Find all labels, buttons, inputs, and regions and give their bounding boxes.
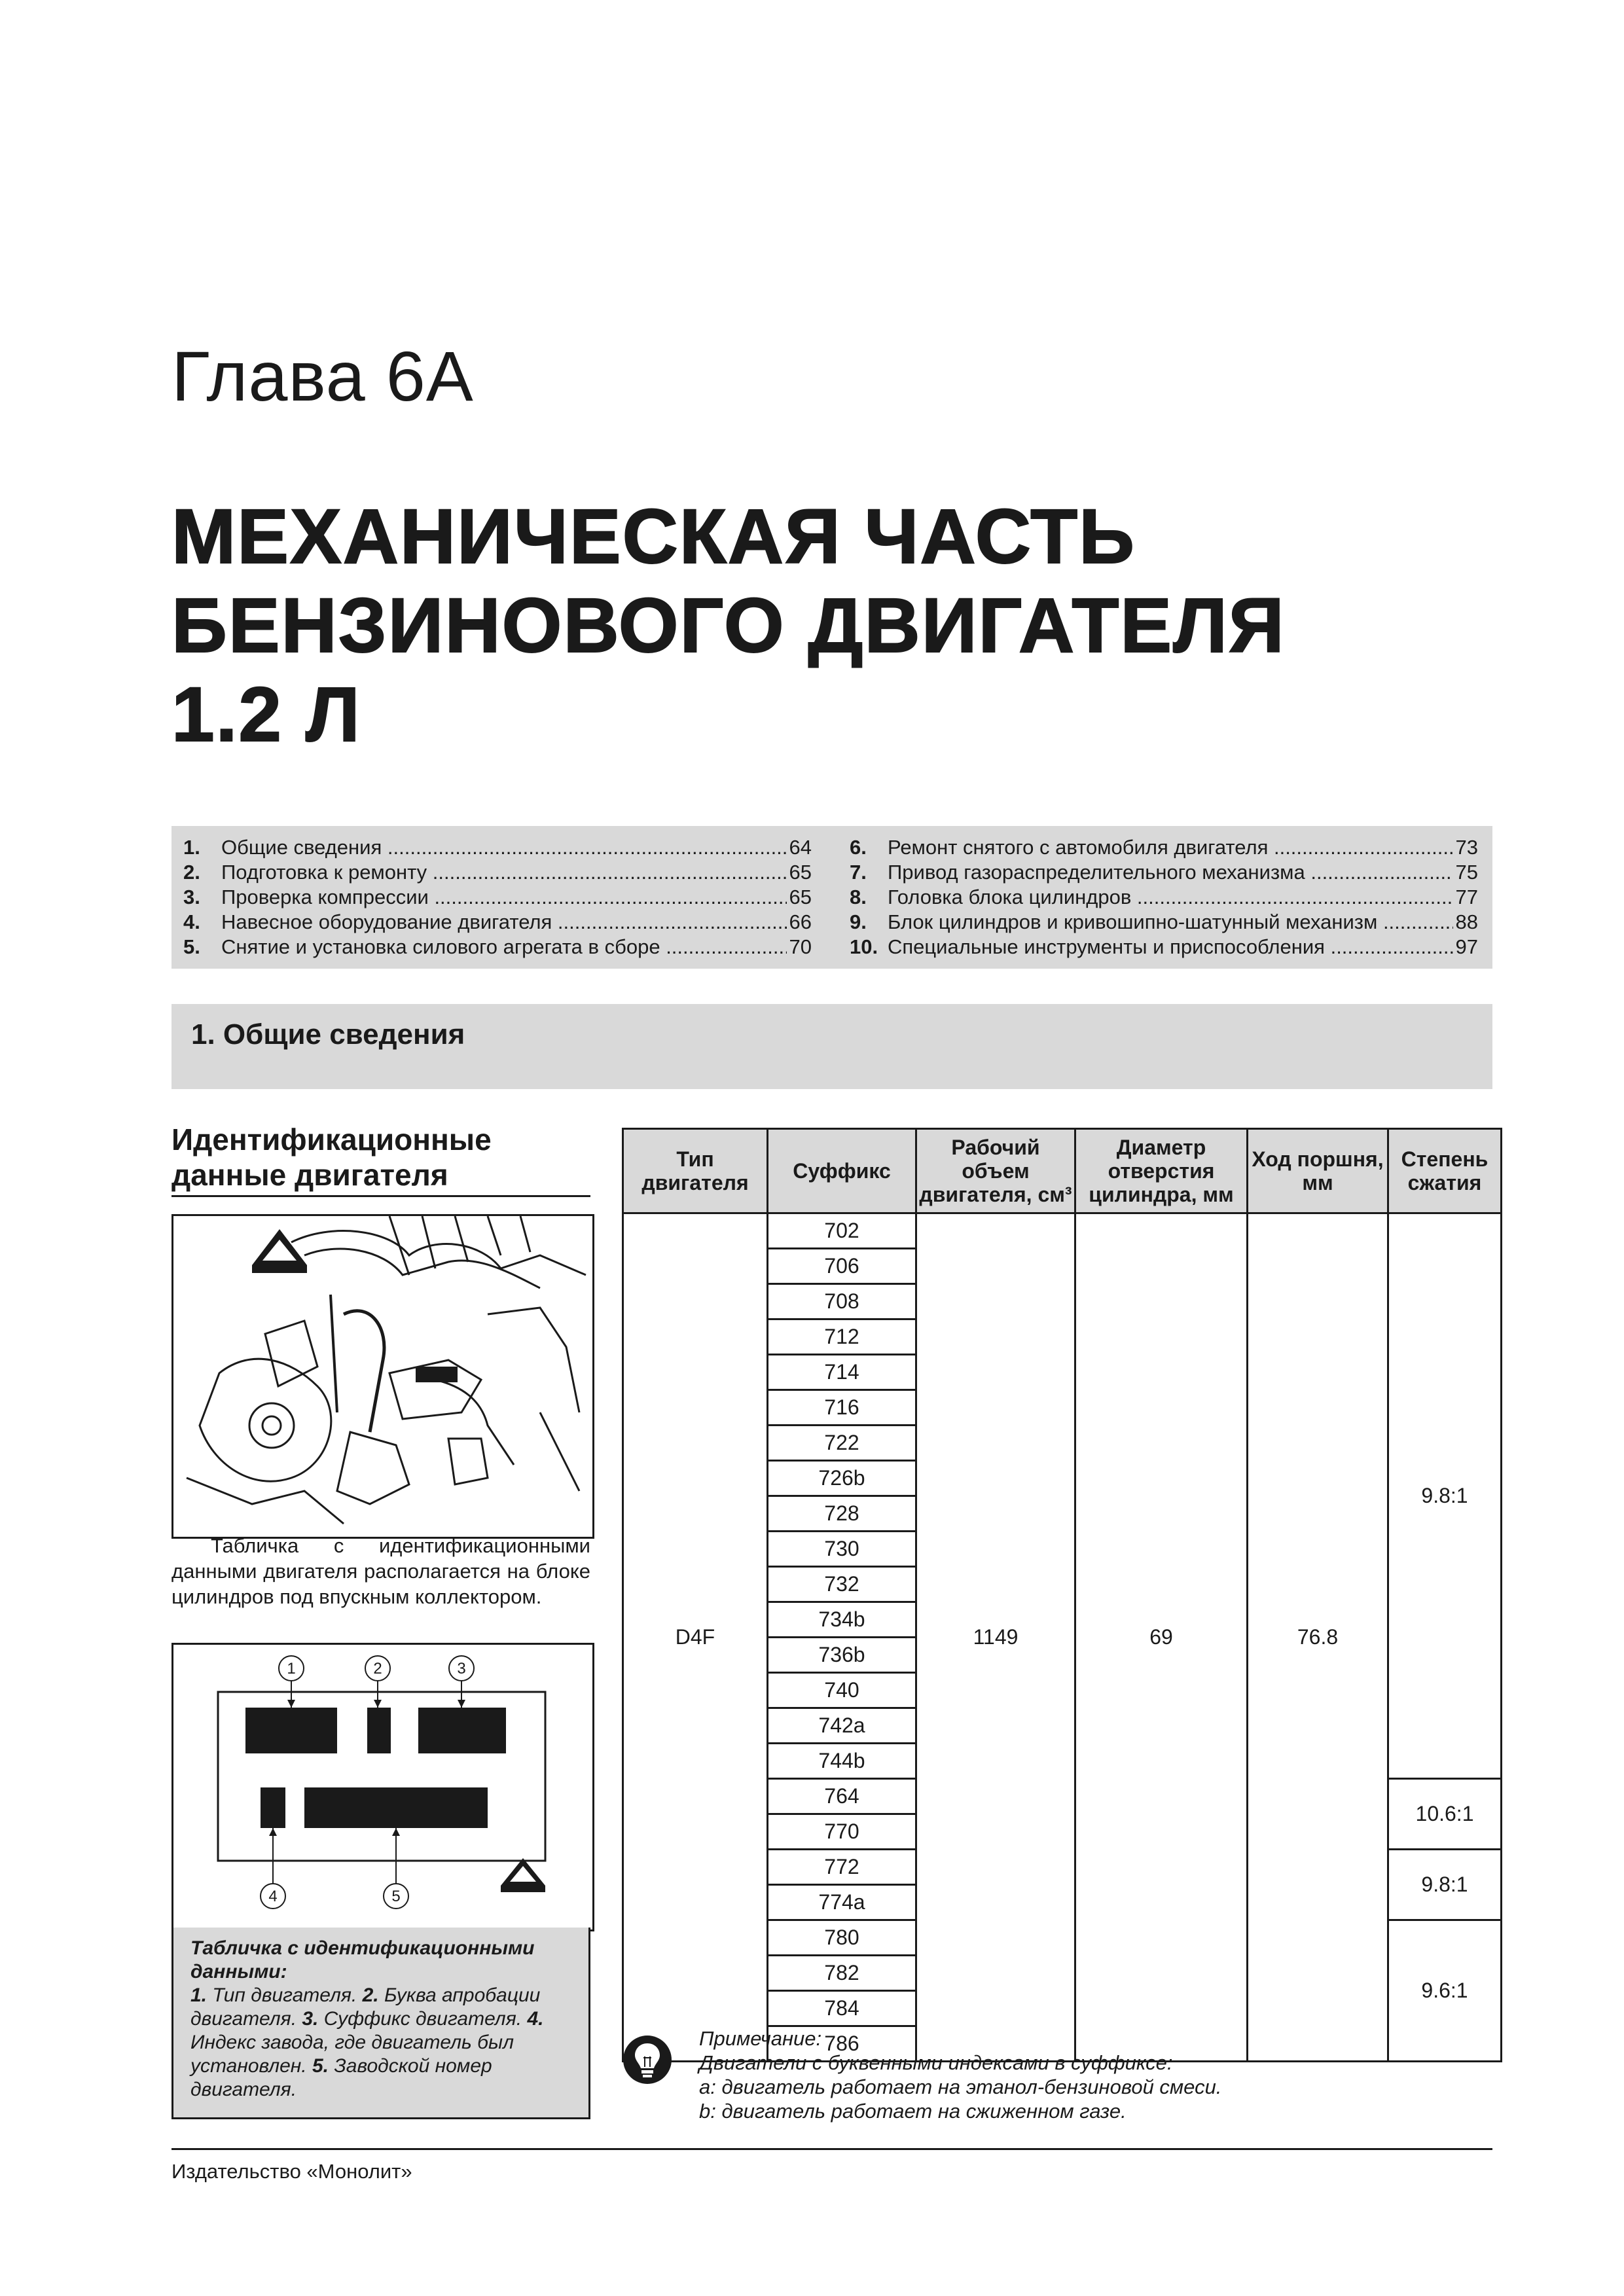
legend-item-number: 5. bbox=[312, 2055, 329, 2077]
table-header-row bbox=[623, 1129, 1502, 1213]
note-line: a: двигатель работает на этанол-бензиновой смеси. bbox=[699, 2075, 1222, 2098]
toc-item[interactable] bbox=[850, 835, 1478, 860]
id-plate-legend bbox=[171, 1928, 590, 2119]
column-header: Рабочий объем двигателя, см³ bbox=[916, 1129, 1075, 1213]
suffix-cell: 722 bbox=[768, 1426, 916, 1461]
id-plate-diagram bbox=[171, 1643, 594, 1931]
suffix-cell: 712 bbox=[768, 1319, 916, 1355]
lightbulb-icon bbox=[622, 2034, 673, 2085]
note-line: b: двигатель работает на сжиженном газе. bbox=[699, 2100, 1127, 2123]
suffix-cell: 770 bbox=[768, 1814, 916, 1850]
bore-cell: 69 bbox=[1075, 1213, 1248, 2062]
table-body bbox=[623, 1213, 1502, 2062]
stroke-cell: 76.8 bbox=[1248, 1213, 1388, 2062]
suffix-cell: 736b bbox=[768, 1638, 916, 1673]
legend-item-text: Суффикс двигателя. bbox=[323, 2008, 522, 2030]
legend-title: Табличка с идентификационными данными: bbox=[190, 1937, 535, 1982]
callout-label: 2 bbox=[373, 1660, 382, 1677]
toc-item-number: 9. bbox=[850, 910, 867, 933]
callout-label: 5 bbox=[391, 1888, 401, 1905]
column-header: Ход поршня, мм bbox=[1248, 1129, 1388, 1213]
displacement-cell: 1149 bbox=[916, 1213, 1075, 2062]
compression-ratio-cell: 9.6:1 bbox=[1388, 1920, 1502, 2062]
toc-item[interactable] bbox=[183, 910, 812, 935]
note-block bbox=[699, 2026, 1221, 2123]
suffix-cell: 716 bbox=[768, 1390, 916, 1426]
engine-drawing bbox=[173, 1216, 588, 1533]
compression-ratio-cell: 9.8:1 bbox=[1388, 1213, 1502, 1779]
suffix-cell: 786 bbox=[768, 2026, 916, 2062]
suffix-cell: 774a bbox=[768, 1885, 916, 1920]
suffix-cell: 780 bbox=[768, 1920, 916, 1956]
column-header: Диаметр отверстия цилиндра, мм bbox=[1075, 1129, 1248, 1213]
toc-item[interactable] bbox=[183, 835, 812, 860]
toc-item-number: 1. bbox=[183, 836, 200, 859]
footer-divider bbox=[171, 2148, 1492, 2150]
subsection-heading-line: Идентификационные bbox=[171, 1122, 492, 1157]
toc-item-title: Общие сведения ..... bbox=[221, 836, 787, 859]
toc-item-page: 65 bbox=[789, 861, 812, 884]
suffix-cell: 726b bbox=[768, 1461, 916, 1496]
toc-item-page: 64 bbox=[789, 836, 812, 859]
toc-item-number: 5. bbox=[183, 935, 200, 958]
callout-label: 4 bbox=[268, 1888, 278, 1905]
suffix-cell: 702 bbox=[768, 1213, 916, 1249]
chapter-title bbox=[171, 492, 1286, 759]
engine-type-cell: D4F bbox=[623, 1213, 768, 2062]
figure1-caption: Табличка с идентификационными данными двигателя располагается на блоке цилиндров под впускным коллектором. bbox=[171, 1534, 590, 1608]
toc-item-page: 88 bbox=[1455, 910, 1478, 933]
subsection-heading-line: данные двигателя bbox=[171, 1158, 448, 1192]
legend-item-number: 2. bbox=[362, 1984, 379, 2006]
suffix-cell: 740 bbox=[768, 1673, 916, 1708]
note-line: Двигатели с буквенными индексами в суффиксе: bbox=[699, 2051, 1173, 2074]
toc-item-page: 66 bbox=[789, 910, 812, 933]
plate-field-5 bbox=[304, 1787, 488, 1828]
suffix-cell: 772 bbox=[768, 1850, 916, 1885]
toc-item-page: 77 bbox=[1455, 886, 1478, 908]
toc-item-page: 75 bbox=[1455, 861, 1478, 884]
toc-item-number: 8. bbox=[850, 886, 867, 908]
toc-item-title: Специальные инструменты и приспособления ..... bbox=[888, 935, 1453, 959]
legend-item-text: Заводской номер двигателя. bbox=[190, 2055, 492, 2100]
column-header: Суффикс bbox=[768, 1129, 916, 1213]
toc-item-page: 73 bbox=[1455, 836, 1478, 859]
toc-item-title: Проверка компрессии ..... bbox=[221, 886, 787, 909]
callout-label: 3 bbox=[457, 1660, 466, 1677]
column-header: Степень сжатия bbox=[1388, 1129, 1502, 1213]
toc-item[interactable] bbox=[183, 860, 812, 885]
toc-item[interactable] bbox=[850, 885, 1478, 910]
publisher-footer: Издательство «Монолит» bbox=[171, 2160, 412, 2183]
legend-item-text: Тип двигателя. bbox=[212, 1984, 357, 2006]
chapter-title-line: 1.2 Л bbox=[171, 672, 361, 758]
legend-item-text: Буква апробации двигателя. bbox=[190, 1984, 541, 2030]
toc-item[interactable] bbox=[183, 935, 812, 960]
toc-item-number: 10. bbox=[850, 935, 878, 958]
legend-body bbox=[190, 1984, 571, 2102]
toc-item-title: Навесное оборудование двигателя ..... bbox=[221, 910, 787, 934]
toc-item-page: 97 bbox=[1455, 935, 1478, 958]
suffix-cell: 744b bbox=[768, 1744, 916, 1779]
suffix-cell: 764 bbox=[768, 1779, 916, 1814]
toc-item-number: 6. bbox=[850, 836, 867, 859]
toc-item-page: 65 bbox=[789, 886, 812, 908]
compression-ratio-cell: 10.6:1 bbox=[1388, 1779, 1502, 1850]
legend-item-number: 3. bbox=[302, 2008, 319, 2030]
toc-item-number: 4. bbox=[183, 910, 200, 933]
suffix-cell: 708 bbox=[768, 1284, 916, 1319]
suffix-cell: 784 bbox=[768, 1991, 916, 2026]
engine-illustration bbox=[171, 1214, 594, 1539]
plate-field-3 bbox=[418, 1708, 506, 1753]
suffix-cell: 728 bbox=[768, 1496, 916, 1532]
toc-item-number: 7. bbox=[850, 861, 867, 884]
subsection-heading bbox=[171, 1122, 590, 1197]
suffix-cell: 714 bbox=[768, 1355, 916, 1390]
table-of-contents bbox=[171, 826, 1492, 969]
toc-item-title: Головка блока цилиндров ..... bbox=[888, 886, 1453, 909]
suffix-cell: 730 bbox=[768, 1532, 916, 1567]
suffix-cell: 706 bbox=[768, 1249, 916, 1284]
id-plate-marker bbox=[416, 1367, 458, 1382]
id-plate-drawing bbox=[173, 1645, 588, 1926]
callout-label: 1 bbox=[287, 1660, 296, 1677]
section-title: 1. Общие сведения bbox=[191, 1018, 465, 1050]
suffix-cell: 742a bbox=[768, 1708, 916, 1744]
toc-item-number: 3. bbox=[183, 886, 200, 908]
suffix-cell: 734b bbox=[768, 1602, 916, 1638]
toc-item-title: Подготовка к ремонту ..... bbox=[221, 861, 787, 884]
plate-field-2 bbox=[367, 1708, 391, 1753]
toc-column-right bbox=[850, 835, 1478, 960]
toc-item[interactable] bbox=[850, 910, 1478, 935]
toc-item-title: Привод газораспределительного механизма ..... bbox=[888, 861, 1453, 884]
suffix-cell: 782 bbox=[768, 1956, 916, 1991]
legend-item-number: 1. bbox=[190, 1984, 208, 2006]
toc-item[interactable] bbox=[850, 935, 1478, 960]
note-title: Примечание: bbox=[699, 2027, 822, 2050]
toc-item-title: Блок цилиндров и кривошипно-шатунный механизм ..... bbox=[888, 910, 1453, 934]
brand-emblem-icon bbox=[501, 1858, 545, 1892]
brand-emblem-icon bbox=[252, 1229, 307, 1273]
chapter-title-line: МЕХАНИЧЕСКАЯ ЧАСТЬ bbox=[171, 493, 1136, 580]
table-row bbox=[623, 1213, 1502, 1249]
engine-spec-table bbox=[622, 1128, 1502, 2062]
toc-column-left bbox=[183, 835, 812, 960]
legend-item-number: 4. bbox=[527, 2008, 544, 2030]
suffix-cell: 732 bbox=[768, 1567, 916, 1602]
toc-item-number: 2. bbox=[183, 861, 200, 884]
chapter-label: Глава 6А bbox=[171, 336, 474, 416]
section-heading-band bbox=[171, 1004, 1492, 1089]
chapter-title-line: БЕНЗИНОВОГО ДВИГАТЕЛЯ bbox=[171, 583, 1286, 669]
toc-item[interactable] bbox=[850, 860, 1478, 885]
toc-item[interactable] bbox=[183, 885, 812, 910]
toc-item-title: Ремонт снятого с автомобиля двигателя ..... bbox=[888, 836, 1453, 859]
plate-field-1 bbox=[245, 1708, 337, 1753]
column-header: Тип двигателя bbox=[623, 1129, 768, 1213]
plate-field-4 bbox=[261, 1787, 285, 1828]
toc-item-title: Снятие и установка силового агрегата в сборе ..... bbox=[221, 935, 787, 959]
legend-item-text: Индекс завода, где двигатель был установлен. bbox=[190, 2032, 514, 2077]
compression-ratio-cell: 9.8:1 bbox=[1388, 1850, 1502, 1920]
toc-item-page: 70 bbox=[789, 935, 812, 958]
